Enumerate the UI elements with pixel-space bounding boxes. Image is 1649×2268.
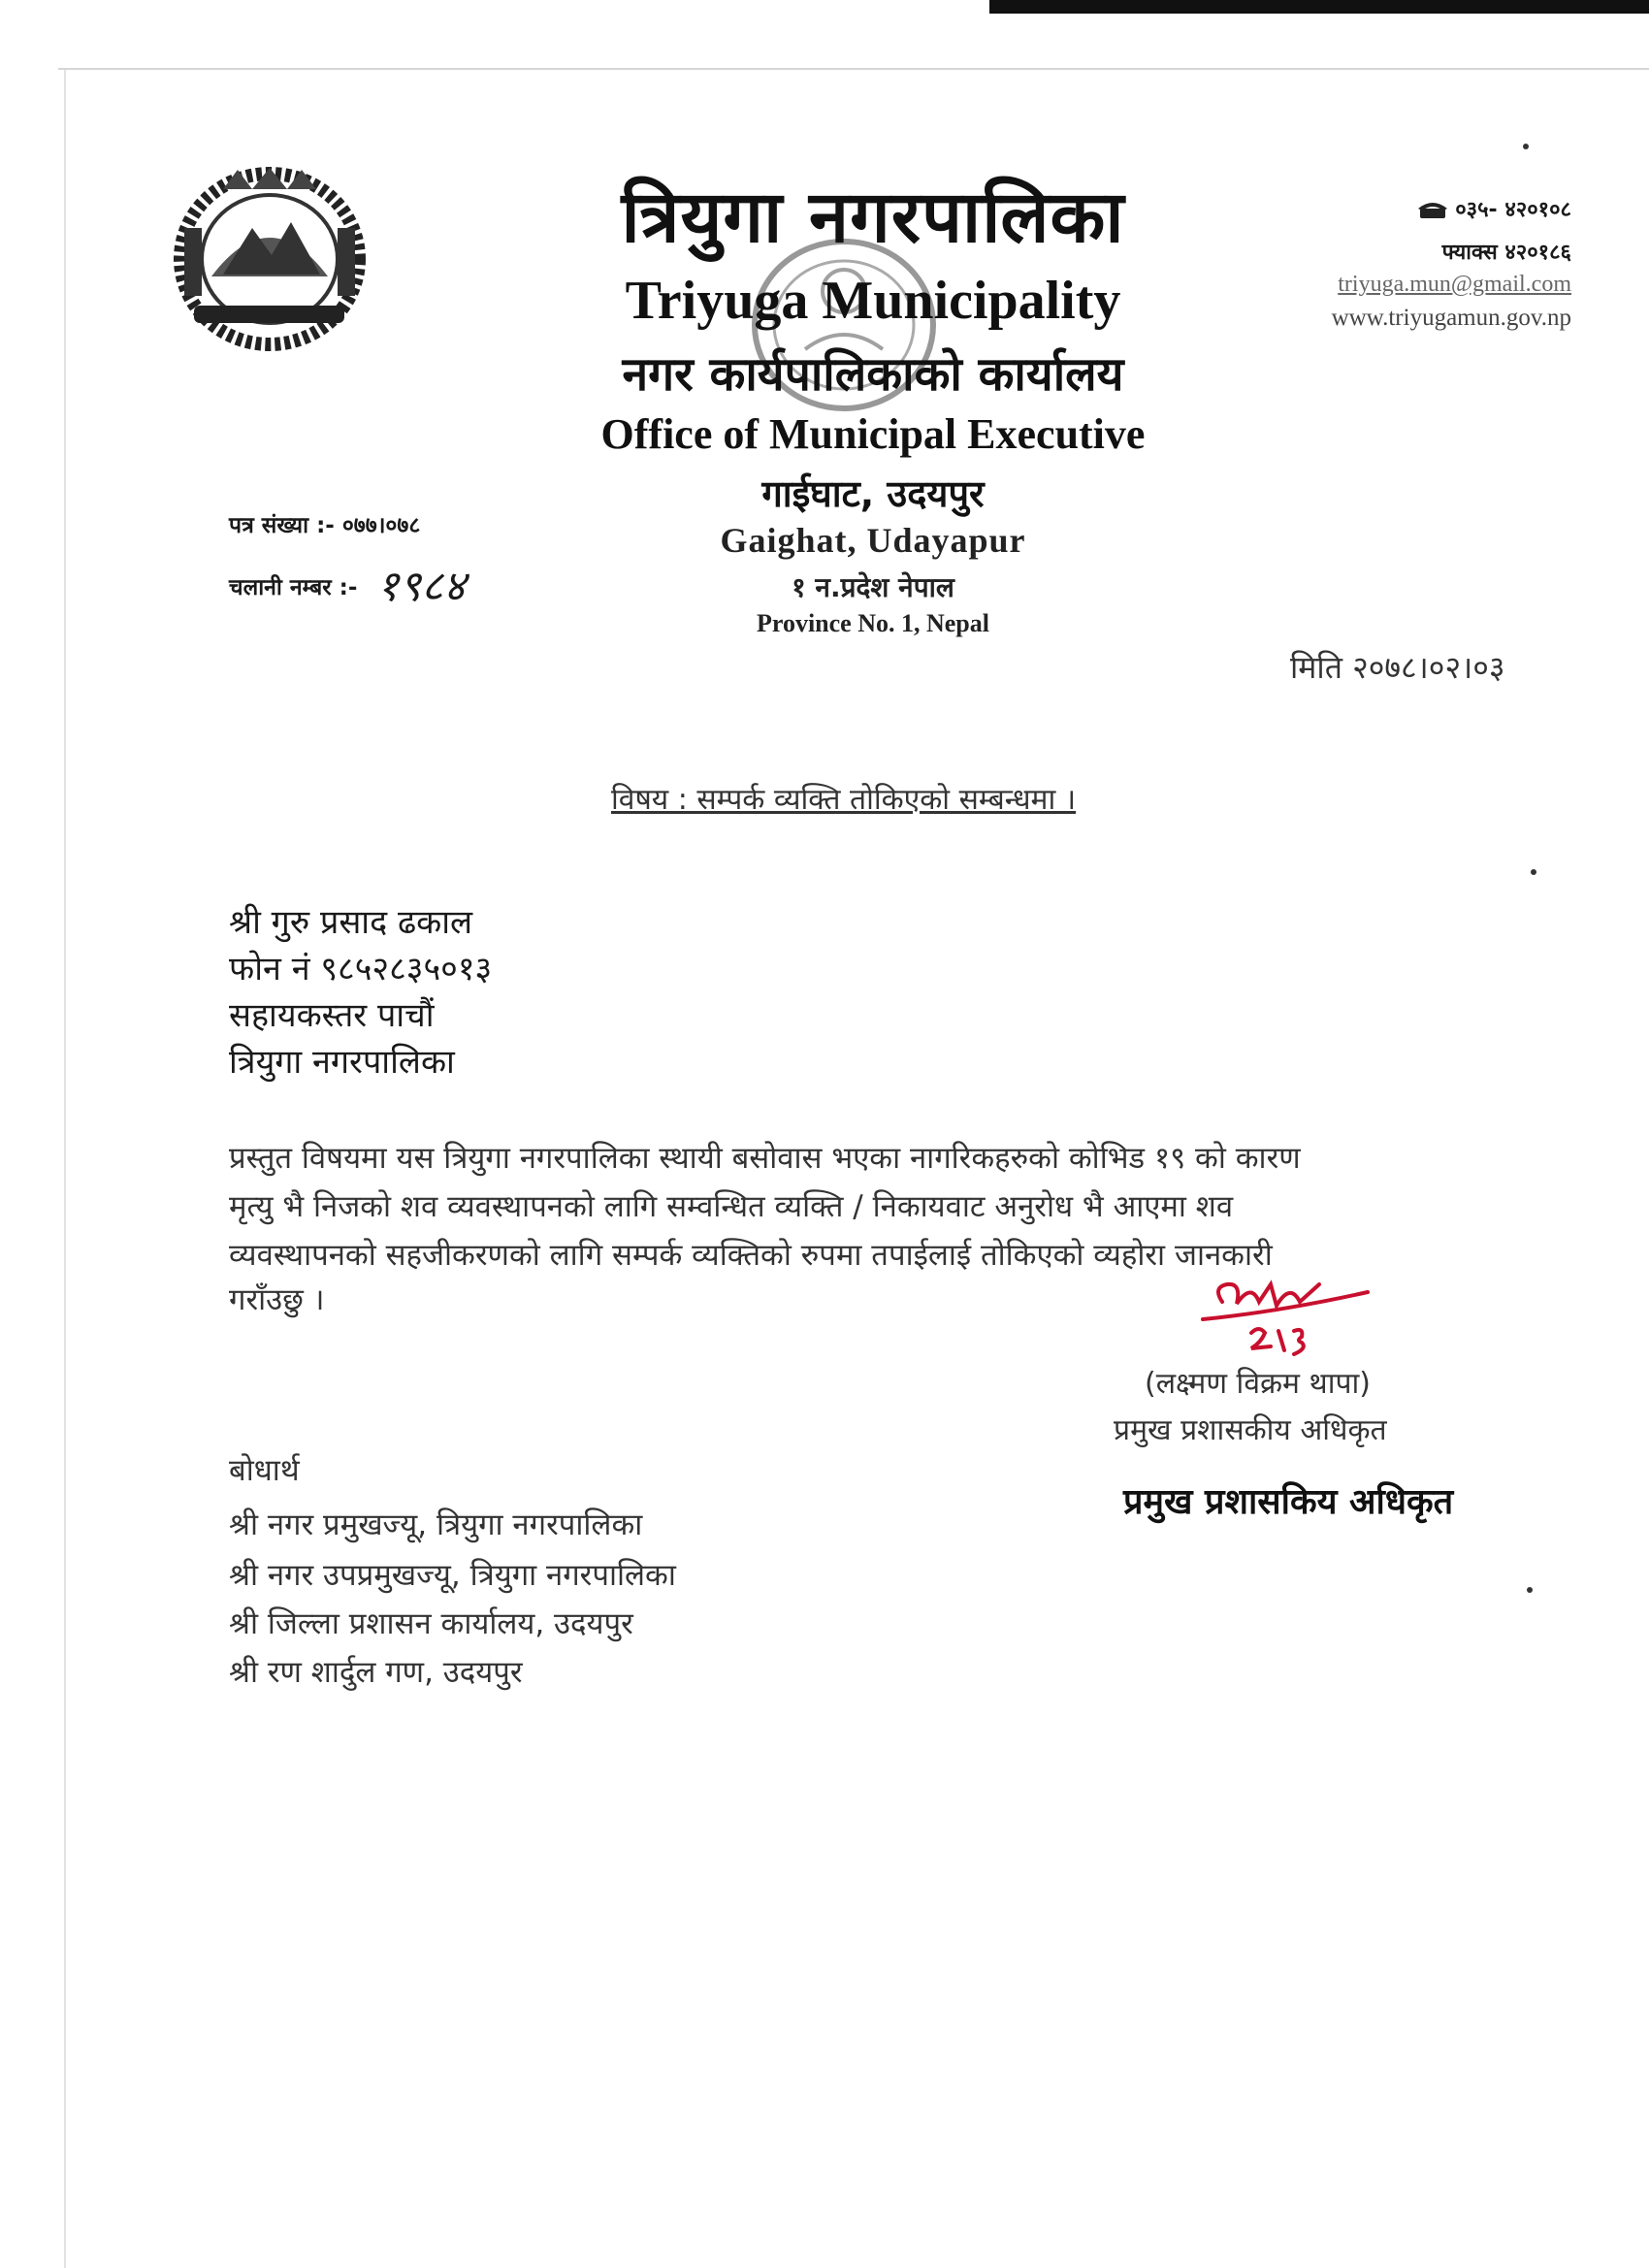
signature-icon [1183,1273,1397,1370]
location-ne: गाईघाट, उदयपुर [761,472,985,515]
cc-item: श्री जिल्ला प्रशासन कार्यालय, उदयपुर [229,1606,633,1641]
province-en: Province No. 1, Nepal [757,609,989,637]
page-edge-left [64,70,66,2268]
cc-item: श्री नगर प्रमुखज्यू, त्रियुगा नगरपालिका [229,1507,643,1542]
recipient-phone: फोन नं ९८५२८३५०१३ [229,950,493,988]
phone-number: ०३५- ४२०१०८ [1455,198,1571,222]
cc-heading: बोधार्थ [229,1453,300,1488]
body-line: मृत्यु भै निजको शव व्यवस्थापनको लागि सम्वन्धित व्यक्ति / निकायवाट अनुरोध भै आएमा शव [229,1189,1234,1224]
contact-website[interactable]: www.triyugamun.gov.np [1331,305,1571,331]
dispatch-number [229,555,466,613]
scan-edge [0,0,1649,14]
cc-item: श्री नगर उपप्रमुखज्यू, त्रियुगा नगरपालिका [229,1558,676,1593]
signatory-stamp-title: प्रमुख प्रशासकिय अधिकृत [1123,1482,1454,1522]
province-ne: १ न.प्रदेश नेपाल [792,571,954,603]
dispatch-number-label: चलानी नम्बर :- [229,575,358,600]
body-line: गराँउछु । [229,1282,325,1317]
office-title-en: Office of Municipal Executive [600,410,1146,458]
signatory-title: प्रमुख प्रशासकीय अधिकृत [1114,1413,1387,1447]
location-en: Gaighat, Udayapur [720,521,1026,560]
scan-speck [1523,144,1529,149]
letter-date: मिति २०७८।०२।०३ [1290,649,1505,686]
phone-icon [1418,201,1447,218]
office-title-ne: नगर कार्यपालिकाको कार्यालय [622,347,1124,402]
municipality-title-ne: त्रियुगा नगरपालिका [621,176,1125,259]
body-line: व्यवस्थापनको सहजीकरणको लागि सम्पर्क व्यक्तिको रुपमा तपाईलाई तोकिएको व्यहोरा जानकारी [229,1238,1273,1273]
contact-fax: फ्याक्स ४२०१८६ [1441,241,1571,265]
scan-speck [1527,1587,1533,1593]
recipient-office: त्रियुगा नगरपालिका [229,1043,455,1082]
letter-number: पत्र संख्या :- ०७७।०७८ [229,513,421,538]
contact-email[interactable]: triyuga.mun@gmail.com [1338,272,1571,297]
municipality-title-en: Triyuga Municipality [625,271,1121,331]
body-line: प्रस्तुत विषयमा यस त्रियुगा नगरपालिका स्थायी बसोवास भएका नागरिकहरुको कोभिड १९ को कारण [229,1141,1301,1176]
page-edge-top [58,68,1649,70]
nepal-emblem-icon [165,160,373,354]
scan-speck [1531,869,1536,875]
letter-subject: विषय : सम्पर्क व्यक्ति तोकिएको सम्बन्धमा । [611,783,1077,817]
dispatch-number-value: १९८४ [376,562,466,611]
cc-item: श्री रण शार्दुल गण, उदयपुर [229,1655,523,1690]
contact-phone [1261,194,1571,223]
recipient-name: श्री गुरु प्रसाद ढकाल [229,903,473,942]
signatory-name: (लक्ष्मण विक्रम थापा) [1145,1367,1371,1401]
recipient-position: सहायकस्तर पाचौं [229,996,435,1035]
